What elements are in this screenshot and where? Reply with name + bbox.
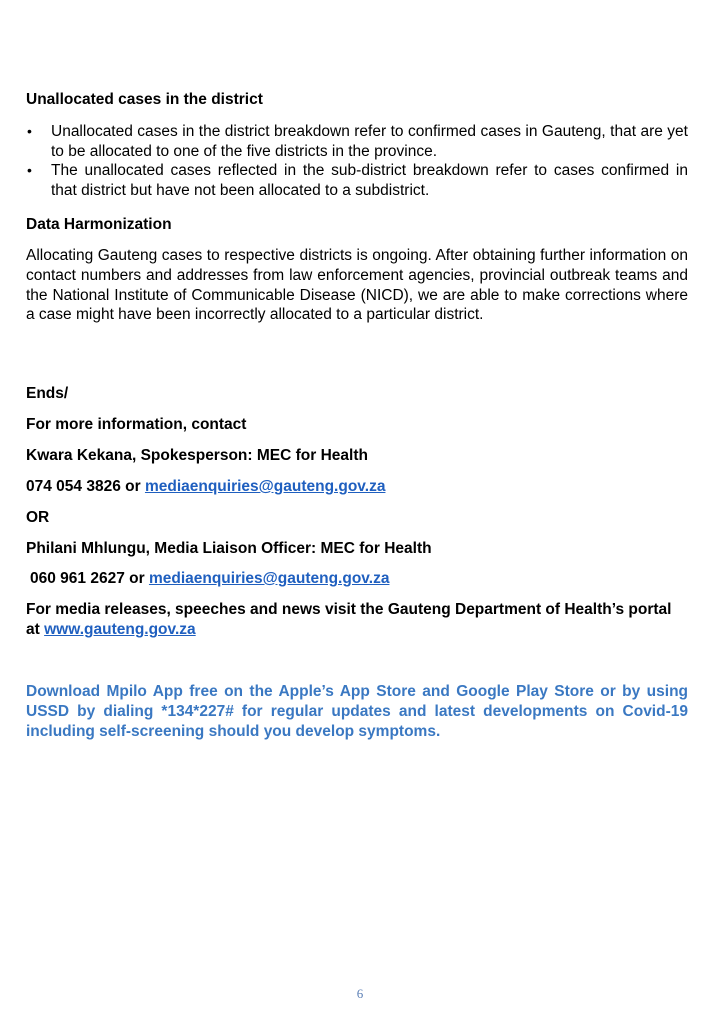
- document-page: [26, 0, 688, 1024]
- contact-line-1: [26, 477, 385, 497]
- list-item: [26, 122, 688, 161]
- bullet-icon: •: [27, 162, 32, 178]
- or-separator: OR: [26, 509, 50, 526]
- unallocated-cases-list: [26, 122, 688, 200]
- list-item-text: Unallocated cases in the district breakdown refer to confirmed cases in Gauteng, that are yet to be allocated to one of the five districts in the province.: [51, 123, 688, 160]
- more-info-label: For more information, contact: [26, 416, 247, 433]
- contact-line-2: [30, 569, 389, 589]
- list-item: [26, 161, 688, 200]
- portal-paragraph: [26, 600, 688, 640]
- email-link-2[interactable]: mediaenquiries@gauteng.gov.za: [148, 570, 390, 587]
- media-liaison-name: Philani Mhlungu, Media Liaison Officer: MEC for Health: [26, 540, 432, 557]
- or-word: or: [125, 478, 141, 495]
- unallocated-cases-heading: Unallocated cases in the district: [26, 91, 263, 108]
- portal-link[interactable]: www.gauteng.gov.za: [44, 621, 196, 638]
- page-number: 6: [356, 986, 364, 1001]
- phone-number-1: 074 054 3826: [26, 478, 121, 495]
- data-harmonization-heading: Data Harmonization: [26, 216, 172, 233]
- mpilo-app-notice: Download Mpilo App free on the Apple’s App Store and Google Play Store or by using USSD by dialing *134*227# for regular updates and latest developments on Covid-19 including self-screening should you develop symptoms.: [26, 683, 688, 740]
- or-word: or: [129, 570, 145, 587]
- email-link-1[interactable]: mediaenquiries@gauteng.gov.za: [144, 478, 386, 495]
- ends-label: Ends/: [26, 385, 69, 402]
- phone-number-2: 060 961 2627: [30, 570, 125, 587]
- spokesperson-name: Kwara Kekana, Spokesperson: MEC for Health: [26, 447, 368, 464]
- list-item-text: The unallocated cases reflected in the sub-district breakdown refer to cases confirmed in that district but have not been allocated to a subdistrict.: [51, 162, 688, 199]
- bullet-icon: •: [27, 123, 32, 139]
- data-harmonization-paragraph: Allocating Gauteng cases to respective districts is ongoing. After obtaining further information on contact numbers and addresses from law enforcement agencies, provincial outbreak teams and the National Institute of Communicable Disease (NICD), we are able to make corrections where a case might have been incorrectly allocated to a particular district.: [26, 247, 688, 324]
- portal-text: For media releases, speeches and news visit the Gauteng Department of Health’s portal at: [26, 601, 672, 638]
